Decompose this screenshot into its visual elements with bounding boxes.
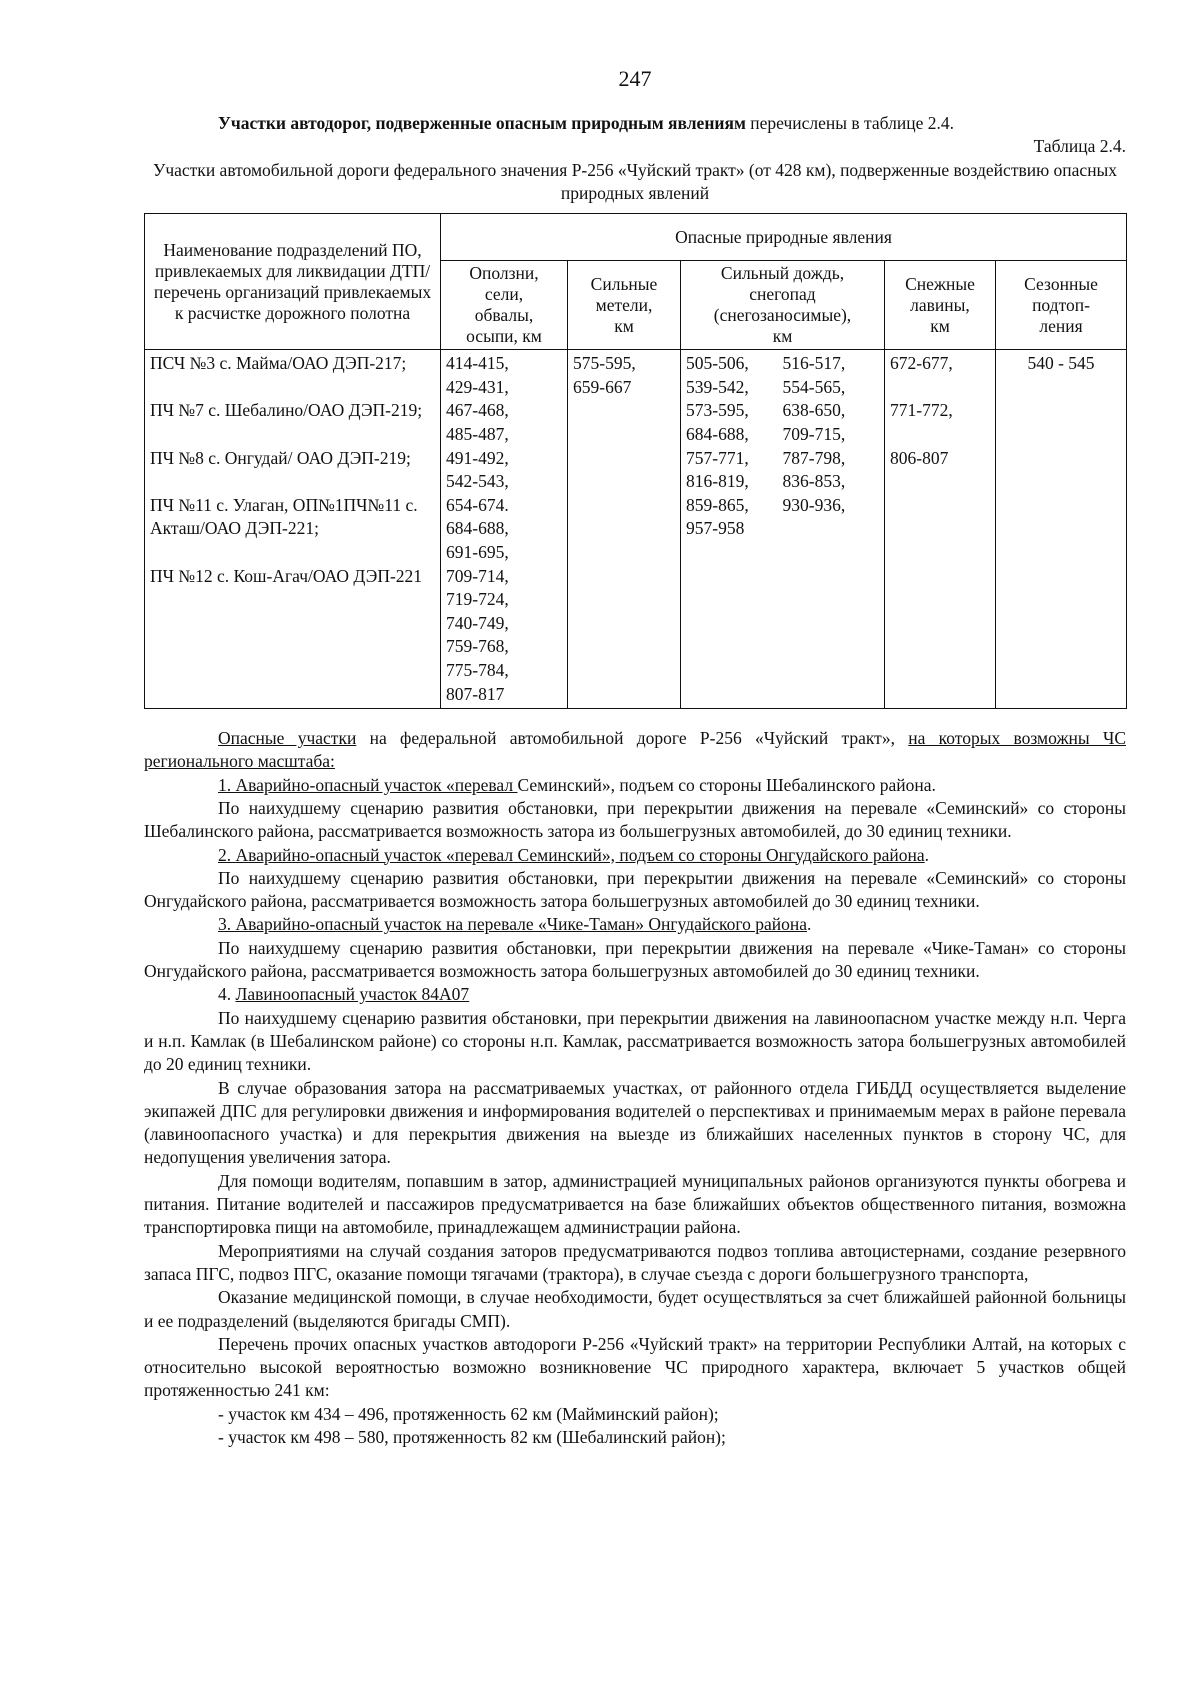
paragraph-measures: Мероприятиями на случай создания заторов предусматриваются подвоз топлива автоцистернами, создание резервного запаса ПГС, подвоз ПГС, оказание помощи тягачами (трактора), в случае съезда с дороги большегрузного транспорта, [144,1240,1126,1284]
list-item: - участок км 434 – 496, протяженность 62 км (Майминский район); [218,1403,719,1424]
body-text [144,727,1126,1449]
intro-paragraph [144,112,1126,135]
section-2-heading [144,844,1126,867]
table-row [145,350,1127,709]
table-number: Таблица 2.4. [1033,136,1126,157]
cell-floods: 540 - 545 [996,350,1127,709]
cell-avalanches: 672-677, 771-772, 806-807 [885,350,996,709]
underlined-text: Опасные участки [218,728,357,749]
underlined-text: 2. Аварийно-опасный участок «перевал Семинский», подъем со стороны Онгудайского района [218,844,925,865]
cell-rain-right: 516-517, 554-565, 638-650, 709-715, 787-798, 836-853, 930-936, [782,353,846,515]
cell-blizzards: 575-595, 659-667 [568,350,681,709]
header-blizzards: Сильные метели, км [568,261,681,350]
section-4-paragraph: По наихудшему сценарию развития обстановки, при перекрытии движения на лавиноопасном участке между н.п. Черга и н.п. Камлак (в Шебалинском районе) со стороны н.п. Камлак, рассматривается возможность затора большегрузных автомобилей до 20 единиц техники. [144,1007,1126,1075]
underlined-text: Лавиноопасный участок 84А07 [235,984,470,1005]
underlined-text: 1. Аварийно-опасный участок «перевал [218,774,518,795]
underlined-text: 3. Аварийно-опасный участок на перевале «Чике-Таман» Онгудайского района [218,914,808,935]
plain-text: . [924,844,930,865]
paragraph-list-intro: Перечень прочих опасных участков автодороги Р-256 «Чуйский тракт» на территории Республики Алтай, на которых с относительно высокой вероятностью возможно возникновение ЧС природного характера, включает 5 участков общей протяженностью 241 км: [144,1333,1126,1401]
cell-units: ПСЧ №3 с. Майма/ОАО ДЭП-217; ПЧ №7 с. Шебалино/ОАО ДЭП-219; ПЧ №8 с. Онгудай/ ОАО ДЭП-219; ПЧ №11 с. Улаган, ОП№1ПЧ№11 с. Акташ/ОАО ДЭП-221; ПЧ №12 с. Кош-Агач/ОАО ДЭП-221 [145,350,441,709]
paragraph-medical: Оказание медицинской помощи, в случае необходимости, будет осуществляться за счет ближайшей районной больницы и ее подразделений (выделяются бригады СМП). [144,1287,1126,1331]
page-number: 247 [618,66,652,91]
document-content [144,66,1126,1449]
table-caption: Участки автомобильной дороги федерального значения Р-256 «Чуйский тракт» (от 428 км), подверженные воздействию опасных природных явлений [152,159,1118,203]
header-rain: Сильный дождь, снегопад (снегозаносимые), км [681,261,885,350]
header-group: Опасные природные явления [441,214,1127,261]
section-3-paragraph: По наихудшему сценарию развития обстановки, при перекрытии движения на перевале «Чике-Таман» со стороны Онгудайского района, рассматривается возможность затора большегрузных автомобилей до 30 единиц техники. [144,937,1126,982]
section-1-paragraph: По наихудшему сценарию развития обстановки, при перекрытии движения на перевале «Семинский» со стороны Шебалинского района, рассматривается возможность затора из большегрузных автомобилей, до 30 единиц техники. [144,797,1126,842]
header-avalanches: Снежные лавины, км [885,261,996,350]
header-floods: Сезонные подтоп- ления [996,261,1127,350]
plain-text: . [807,914,812,935]
section-1-heading [144,774,1126,797]
hazards-table [144,213,1127,709]
paragraph-dangerous-sections [144,727,1126,774]
header-units: Наименование подразделений ПО, привлекаемых для ликвидации ДТП/перечень организаций привлекаемых к расчистке дорожного полотна [145,214,441,350]
list-item: - участок км 498 – 580, протяженность 82 км (Шебалинский район); [218,1427,726,1447]
section-2-paragraph: По наихудшему сценарию развития обстановки, при перекрытии движения на перевале «Семинский» со стороны Онгудайского района, рассматривается возможность затора большегрузных автомобилей до 30 единиц техники. [144,867,1126,912]
paragraph-gibdd: В случае образования затора на рассматриваемых участках, от районного отдела ГИБДД осуществляется выделение экипажей ДПС для регулировки движения и информирования водителей о перспективах и принимаемым мерах в районе перевала (лавиноопасного участка) и для перекрытия движения на выезде из ближайших населенных пунктов в сторону ЧС, для недопущения увеличения затора. [144,1077,1126,1168]
section-4-heading [144,983,1126,1006]
underlined-text: на которых возможны ЧС регионального масштаба: [144,728,1126,772]
paragraph-driver-help: Для помощи водителям, попавшим в затор, администрацией муниципальных районов организуются пункты обогрева и питания. Питание водителей и пассажиров предусматривается на базе ближайших объектов общественного питания, возможна транспортировка пищи на автомобиле, принадлежащем администрации района. [144,1170,1126,1238]
cell-rain [681,350,885,709]
plain-text: 4. [218,984,236,1005]
intro-rest: перечислены в таблице 2.4. [745,113,954,133]
intro-bold: Участки автодорог, подверженные опасным природным явлениям [218,113,746,133]
cell-rain-left: 505-506, 539-542, 573-595, 684-688, 757-771, 816-819, 859-865, 957-958 [686,353,749,539]
plain-text: на федеральной автомобильной дороге Р-256 «Чуйский тракт», [356,728,909,749]
section-3-heading [144,913,1126,936]
header-landslides: Оползни, сели, обвалы, осыпи, км [441,261,568,350]
cell-landslides: 414-415, 429-431, 467-468, 485-487, 491-492, 542-543, 654-674. 684-688, 691-695, 709-714, 719-724, 740-749, 759-768, 775-784, 807-817 [441,350,568,709]
plain-text: Семинский», подъем со стороны Шебалинского района. [517,774,936,795]
